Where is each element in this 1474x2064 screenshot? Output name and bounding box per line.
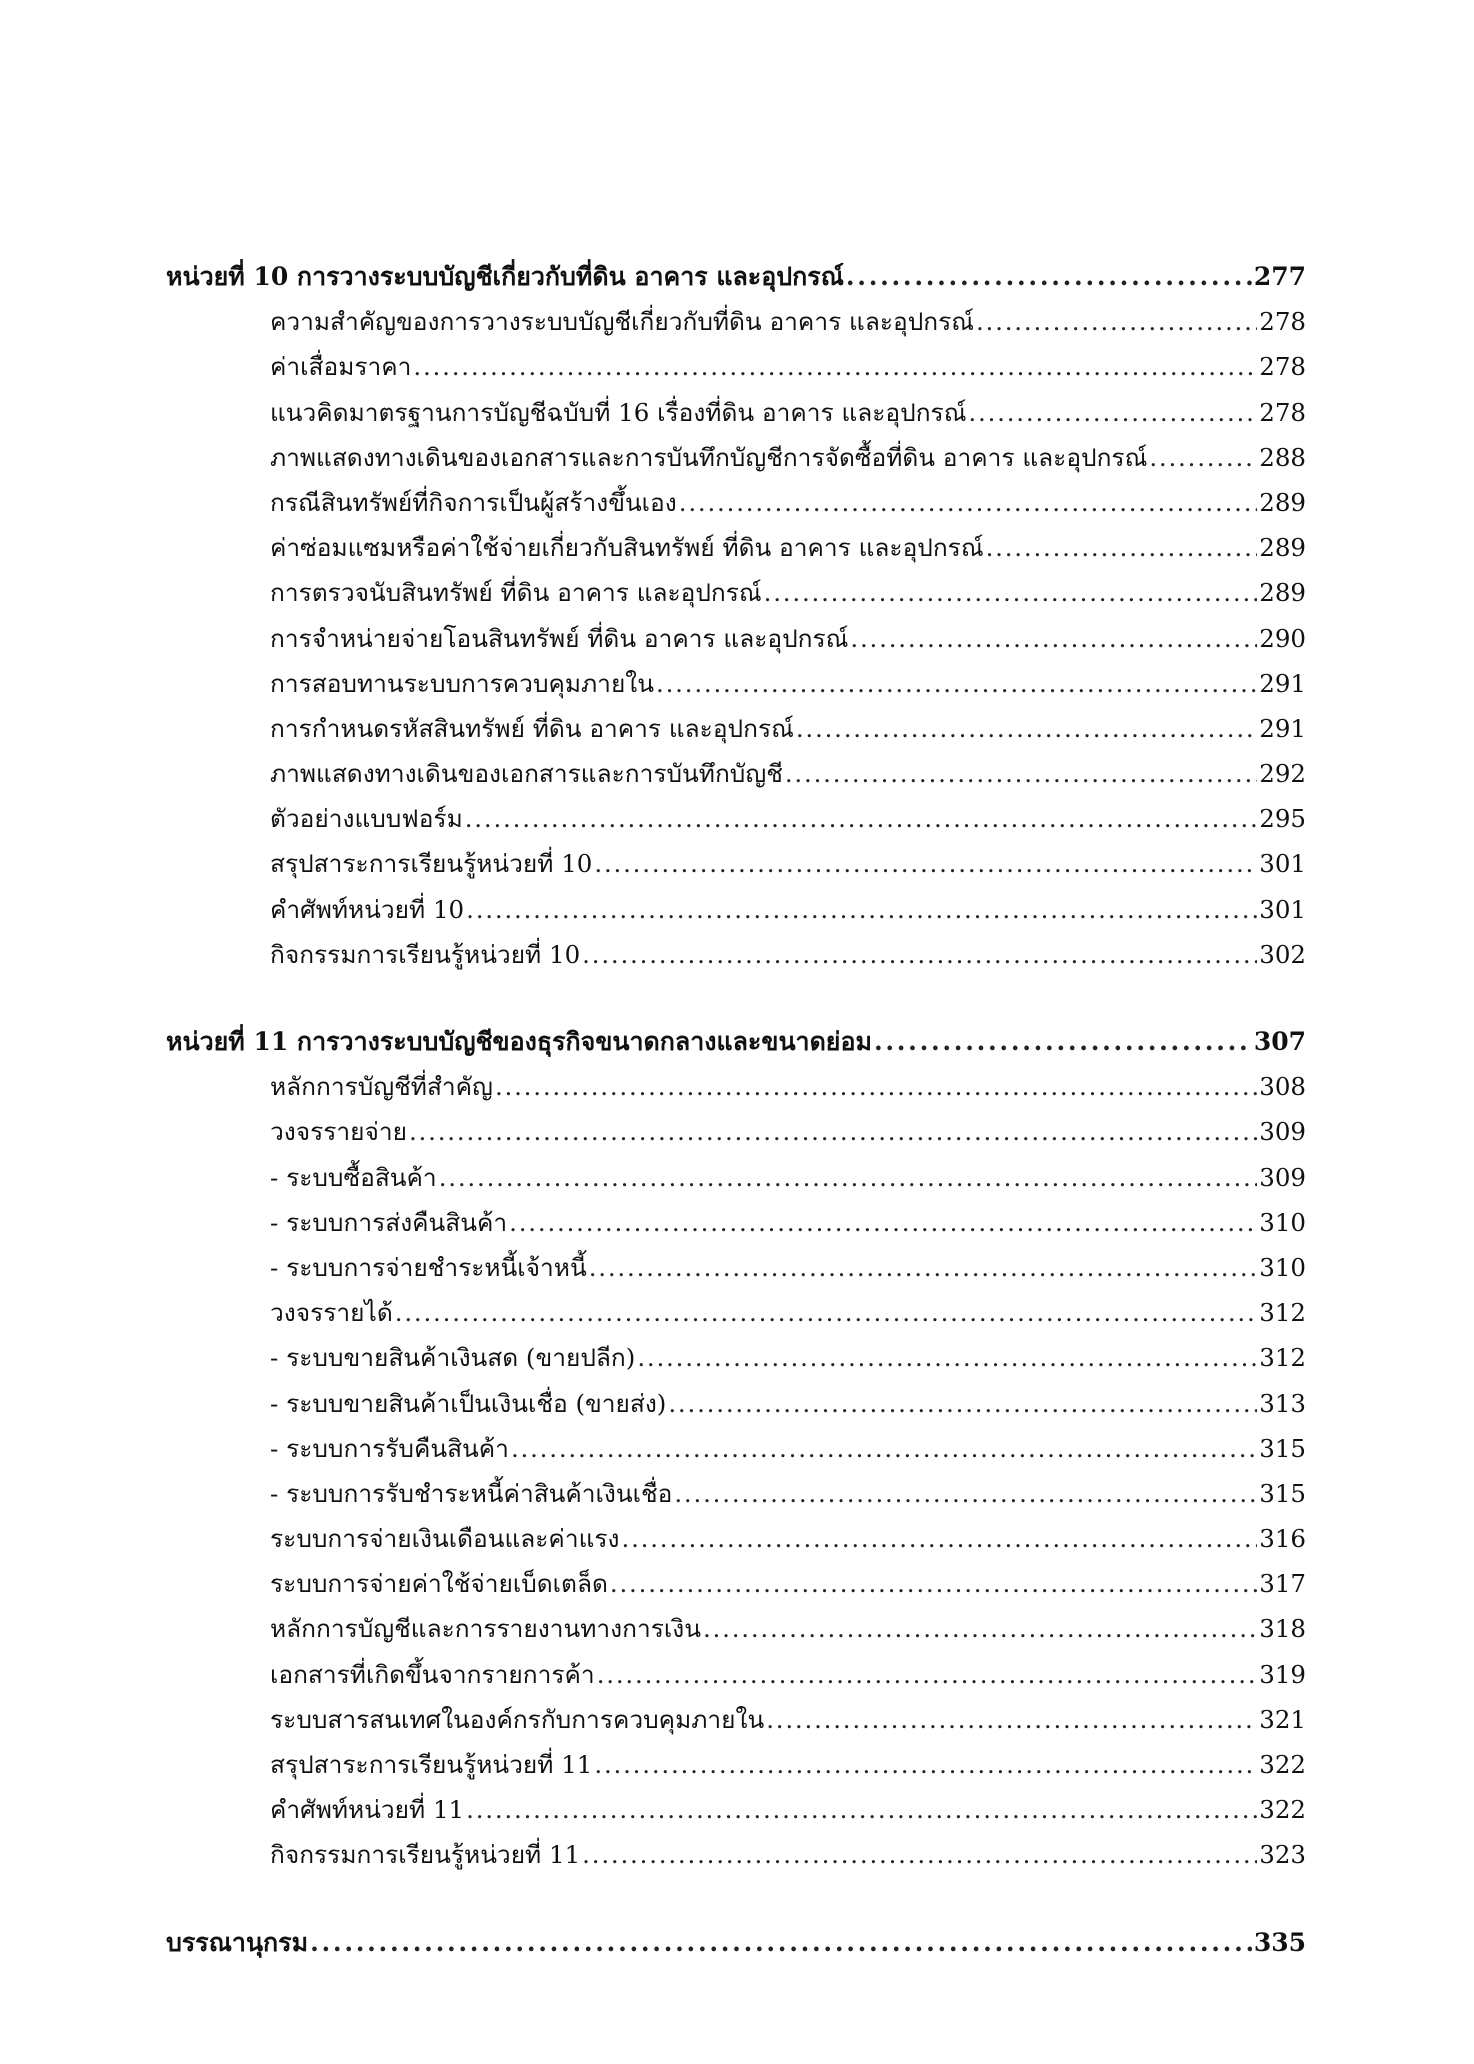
toc-entry	[166, 1742, 1306, 1787]
toc-entry-page: 322	[1259, 1750, 1306, 1779]
toc-entry	[166, 435, 1306, 480]
bibliography-row	[166, 1920, 1306, 1965]
toc-entry-page: 309	[1259, 1117, 1306, 1147]
toc-entry-label: กิจกรรมการเรียนรู้หน่วยที่ 11	[270, 1840, 581, 1870]
toc-entry	[166, 480, 1306, 525]
toc-entry-page: 289	[1259, 487, 1306, 517]
toc-entry-label: กรณีสินทรัพย์ที่กิจการเป็นผู้สร้างขึ้นเอง	[270, 487, 677, 517]
toc-entry-page: 301	[1259, 849, 1306, 879]
dot-leader	[610, 1561, 1257, 1606]
toc-entry-label: สรุปสาระการเรียนรู้หน่วยที่ 11	[270, 1750, 593, 1779]
toc-entry-label: ตัวอย่างแบบฟอร์ม	[270, 804, 463, 834]
toc-entry-label: - ระบบซื้อสินค้า	[270, 1162, 437, 1192]
toc-entry	[166, 887, 1306, 932]
toc-entry-page: 288	[1259, 442, 1306, 472]
toc-entry-label: - ระบบขายสินค้าเป็นเงินเชื่อ (ขายส่ง)	[270, 1388, 667, 1418]
toc-entry	[166, 661, 1306, 706]
dot-leader	[589, 1245, 1258, 1290]
toc-entry	[166, 1787, 1306, 1832]
dot-leader	[764, 570, 1258, 615]
toc-entry-label: ค่าซ่อมแซมหรือค่าใช้จ่ายเกี่ยวกับสินทรัพย์ ที่ดิน อาคาร และอุปกรณ์	[270, 533, 984, 563]
toc-entry-page: 301	[1259, 894, 1306, 924]
table-of-contents	[166, 254, 1306, 1965]
toc-entry-label: เอกสารที่เกิดขึ้นจากรายการค้า	[270, 1659, 595, 1689]
toc-entry-page: 316	[1259, 1524, 1306, 1554]
toc-entry	[166, 299, 1306, 344]
dot-leader	[511, 1426, 1257, 1471]
toc-entry	[166, 1697, 1306, 1742]
toc-entry	[166, 1606, 1306, 1651]
unit-11-entries	[166, 1064, 1306, 1877]
dot-leader	[594, 841, 1257, 886]
toc-entry-label: วงจรรายได้	[270, 1298, 393, 1328]
toc-entry	[166, 570, 1306, 615]
toc-entry	[166, 796, 1306, 841]
dot-leader	[846, 254, 1252, 299]
dot-leader	[409, 1109, 1257, 1154]
toc-entry-label: การจำหน่ายจ่ายโอนสินทรัพย์ ที่ดิน อาคาร และอุปกรณ์	[270, 623, 849, 653]
dot-leader	[439, 1155, 1258, 1200]
dot-leader	[466, 1787, 1257, 1832]
toc-entry-label: - ระบบการส่งคืนสินค้า	[270, 1207, 508, 1237]
toc-entry-page: 295	[1259, 804, 1306, 834]
dot-leader	[310, 1920, 1252, 1965]
toc-entry-page: 321	[1259, 1704, 1306, 1734]
dot-leader	[637, 1335, 1257, 1380]
toc-entry	[166, 1155, 1306, 1200]
toc-entry	[166, 1561, 1306, 1606]
dot-leader	[582, 1832, 1257, 1877]
toc-entry-label: กิจกรรมการเรียนรู้หน่วยที่ 10	[270, 939, 581, 969]
toc-entry-label: ภาพแสดงทางเดินของเอกสารและการบันทึกบัญชี	[270, 759, 783, 789]
toc-entry-label: ความสำคัญของการวางระบบบัญชีเกี่ยวกับที่ดิน อาคาร และอุปกรณ์	[270, 307, 974, 337]
toc-entry-page: 289	[1259, 533, 1306, 563]
dot-leader	[495, 1064, 1257, 1109]
toc-entry	[166, 841, 1306, 886]
toc-entry-page: 312	[1259, 1343, 1306, 1373]
toc-entry	[166, 344, 1306, 389]
toc-entry	[166, 1109, 1306, 1154]
toc-entry-page: 317	[1259, 1569, 1306, 1599]
dot-leader	[796, 706, 1257, 751]
dot-leader	[465, 796, 1258, 841]
toc-entry-label: - ระบบการรับชำระหนี้ค่าสินค้าเงินเชื่อ	[270, 1478, 673, 1508]
toc-entry	[166, 1064, 1306, 1109]
dot-leader	[509, 1200, 1257, 1245]
toc-entry-label: การกำหนดรหัสสินทรัพย์ ที่ดิน อาคาร และอุปกรณ์	[270, 713, 794, 743]
toc-entry-page: 289	[1259, 578, 1306, 608]
dot-leader	[622, 1516, 1258, 1561]
toc-entry	[166, 616, 1306, 661]
dot-leader	[466, 887, 1257, 932]
toc-entry-label: แนวคิดมาตรฐานการบัญชีฉบับที่ 16 เรื่องที่ดิน อาคาร และอุปกรณ์	[270, 397, 967, 427]
toc-entry	[166, 1652, 1306, 1697]
bibliography-page: 335	[1253, 1927, 1306, 1957]
dot-leader	[679, 480, 1257, 525]
toc-entry-label: การตรวจนับสินทรัพย์ ที่ดิน อาคาร และอุปกรณ์	[270, 578, 762, 608]
toc-entry-page: 315	[1259, 1433, 1306, 1463]
toc-entry	[166, 932, 1306, 977]
toc-entry-label: หลักการบัญชีที่สำคัญ	[270, 1072, 493, 1102]
dot-leader	[976, 299, 1257, 344]
unit-10-entries	[166, 299, 1306, 977]
unit-11-heading: หน่วยที่ 11 การวางระบบบัญชีของธุรกิจขนาดกลางและขนาดย่อม	[166, 1027, 872, 1056]
dot-leader	[850, 616, 1257, 661]
dot-leader	[703, 1606, 1257, 1651]
toc-entry	[166, 1290, 1306, 1335]
toc-entry	[166, 1381, 1306, 1426]
unit-10-heading: หน่วยที่ 10 การวางระบบบัญชีเกี่ยวกับที่ดิน อาคาร และอุปกรณ์	[166, 262, 844, 291]
toc-entry-label: - ระบบการรับคืนสินค้า	[270, 1433, 509, 1463]
toc-entry-page: 313	[1259, 1388, 1306, 1418]
toc-entry-label: ค่าเสื่อมราคา	[270, 352, 412, 382]
toc-entry	[166, 1471, 1306, 1516]
dot-leader	[597, 1652, 1258, 1697]
toc-entry	[166, 751, 1306, 796]
toc-entry	[166, 1245, 1306, 1290]
dot-leader	[986, 525, 1258, 570]
section-gap	[166, 1878, 1306, 1920]
toc-entry-label: - ระบบการจ่ายชำระหนี้เจ้าหนี้	[270, 1252, 587, 1282]
toc-entry	[166, 1335, 1306, 1380]
dot-leader	[785, 751, 1257, 796]
dot-leader	[395, 1290, 1257, 1335]
section-gap	[166, 977, 1306, 1019]
toc-entry-page: 319	[1259, 1659, 1306, 1689]
toc-entry-page: 318	[1259, 1614, 1306, 1644]
toc-entry-page: 290	[1259, 623, 1306, 653]
toc-entry	[166, 1516, 1306, 1561]
toc-entry-label: ระบบการจ่ายค่าใช้จ่ายเบ็ดเตล็ด	[270, 1569, 608, 1599]
toc-entry-page: 312	[1259, 1298, 1306, 1328]
toc-entry-page: 278	[1259, 307, 1306, 337]
toc-entry-label: ระบบการจ่ายเงินเดือนและค่าแรง	[270, 1524, 620, 1554]
toc-entry-page: 322	[1259, 1795, 1306, 1825]
dot-leader	[413, 344, 1257, 389]
toc-entry-page: 278	[1259, 397, 1306, 427]
toc-entry-label: หลักการบัญชีและการรายงานทางการเงิน	[270, 1614, 701, 1644]
dot-leader	[656, 661, 1257, 706]
toc-entry-label: คำศัพท์หน่วยที่ 11	[270, 1795, 465, 1825]
toc-entry	[166, 390, 1306, 435]
dot-leader	[674, 1471, 1257, 1516]
dot-leader	[1149, 435, 1257, 480]
toc-entry-page: 309	[1259, 1162, 1306, 1192]
unit-10-page: 277	[1253, 262, 1306, 291]
toc-entry-page: 292	[1259, 759, 1306, 789]
toc-entry-page: 291	[1259, 668, 1306, 698]
toc-entry	[166, 1832, 1306, 1877]
toc-entry-page: 291	[1259, 713, 1306, 743]
toc-entry-label: สรุปสาระการเรียนรู้หน่วยที่ 10	[270, 849, 593, 879]
dot-leader	[594, 1742, 1257, 1787]
toc-entry	[166, 706, 1306, 751]
toc-entry-label: วงจรรายจ่าย	[270, 1117, 407, 1147]
toc-entry-page: 310	[1259, 1207, 1306, 1237]
toc-entry-page: 278	[1259, 352, 1306, 382]
dot-leader	[766, 1697, 1257, 1742]
toc-entry	[166, 1426, 1306, 1471]
toc-entry-page: 315	[1259, 1478, 1306, 1508]
toc-entry	[166, 1200, 1306, 1245]
toc-entry-label: ภาพแสดงทางเดินของเอกสารและการบันทึกบัญชีการจัดซื้อที่ดิน อาคาร และอุปกรณ์	[270, 442, 1148, 472]
toc-entry-label: คำศัพท์หน่วยที่ 10	[270, 894, 465, 924]
toc-entry-label: ระบบสารสนเทศในองค์กรกับการควบคุมภายใน	[270, 1704, 765, 1734]
unit-10-heading-row	[166, 254, 1306, 299]
toc-entry-page: 308	[1259, 1072, 1306, 1102]
toc-entry	[166, 525, 1306, 570]
toc-entry-page: 302	[1259, 939, 1306, 969]
toc-entry-page: 310	[1259, 1252, 1306, 1282]
dot-leader	[874, 1019, 1252, 1064]
dot-leader	[668, 1381, 1257, 1426]
bibliography-heading: บรรณานุกรม	[166, 1927, 309, 1957]
unit-11-page: 307	[1253, 1027, 1306, 1056]
dot-leader	[968, 390, 1257, 435]
toc-entry-page: 323	[1259, 1840, 1306, 1870]
unit-11-heading-row	[166, 1019, 1306, 1064]
toc-entry-label: - ระบบขายสินค้าเงินสด (ขายปลีก)	[270, 1343, 636, 1373]
dot-leader	[582, 932, 1257, 977]
toc-entry-label: การสอบทานระบบการควบคุมภายใน	[270, 668, 655, 698]
